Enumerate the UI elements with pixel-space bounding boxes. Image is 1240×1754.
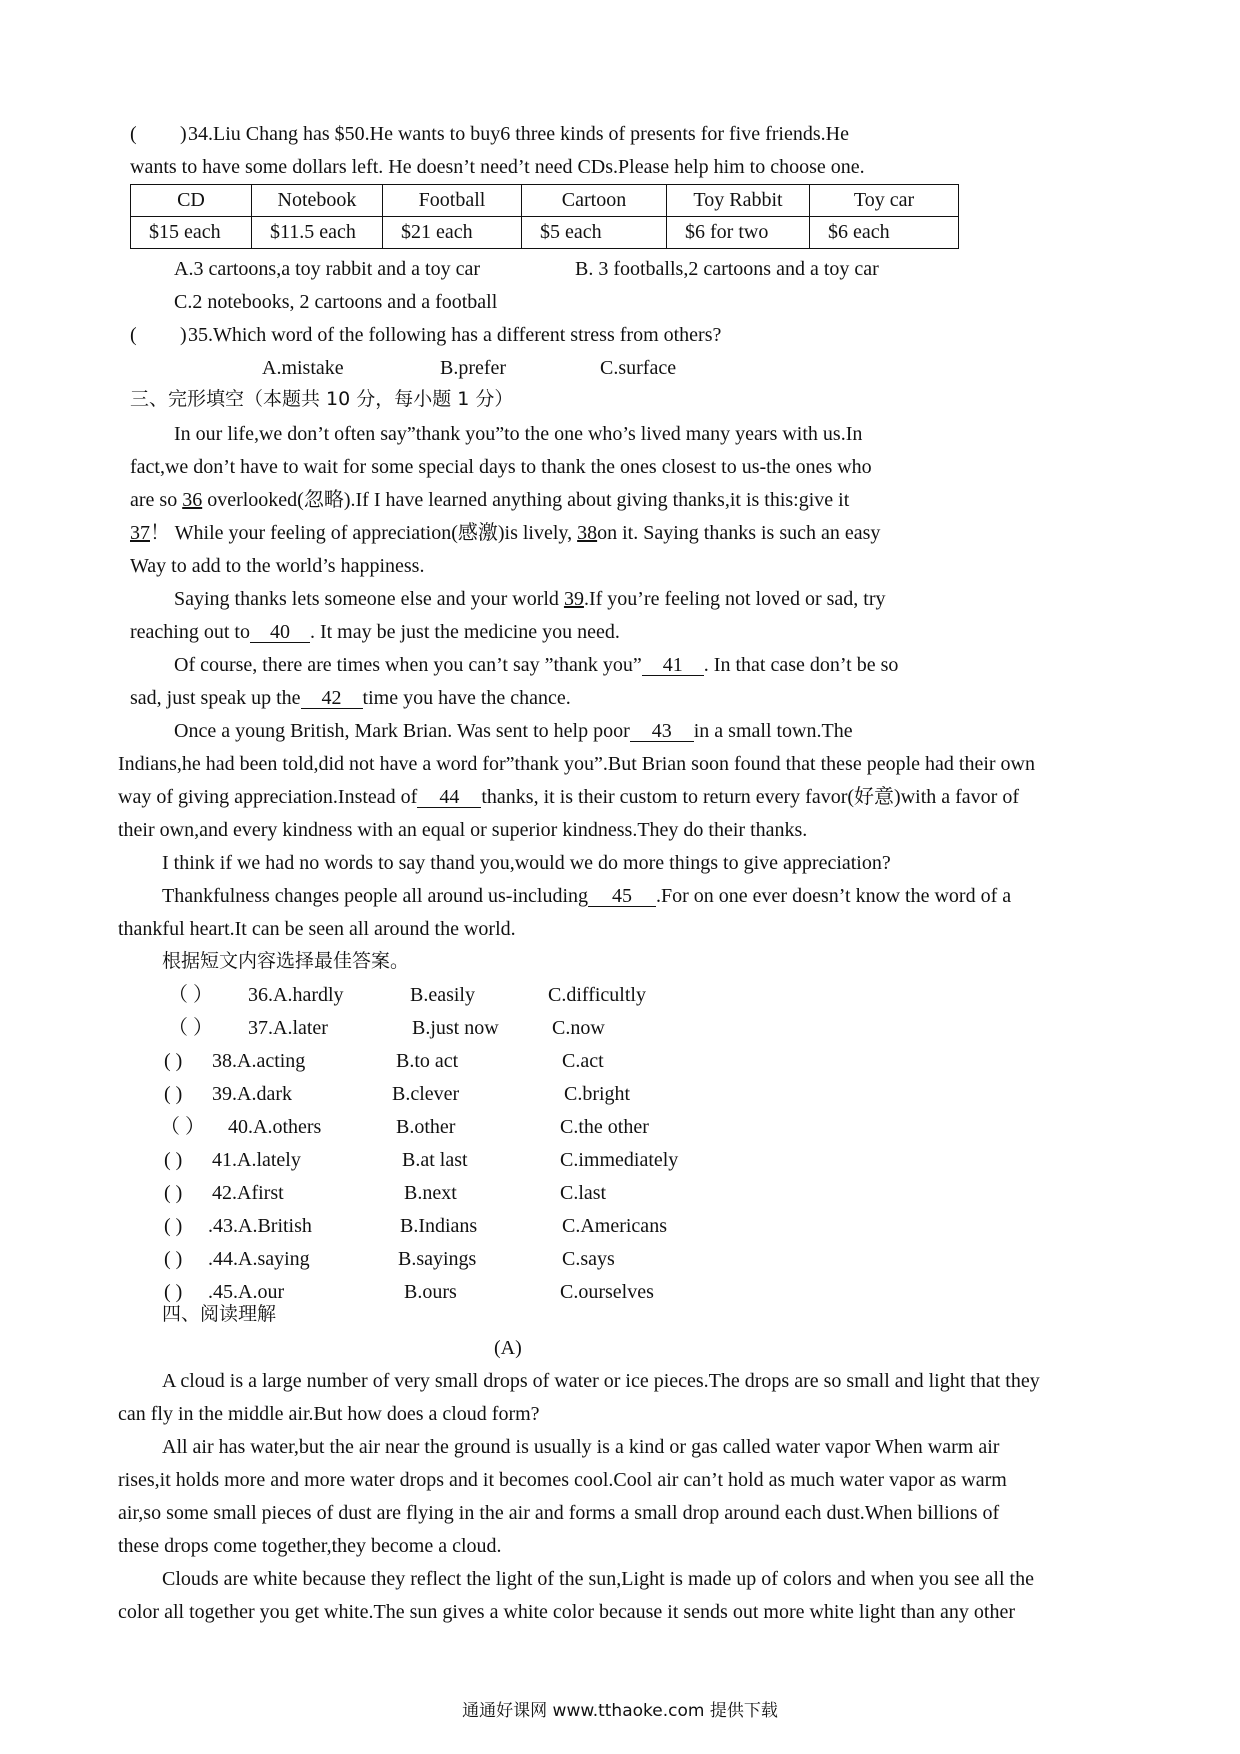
text: Saying thanks lets someone else and your world (174, 588, 564, 610)
blank-41: 41 (642, 655, 704, 676)
q34-option-b: B. 3 footballs,2 cartoons and a toy car (575, 258, 879, 280)
cloze-p4-line2: Indians,he had been told,did not have a word for”thank you”.But Brian soon found that these people had their own (118, 753, 1035, 775)
table-cell: Toy car (810, 185, 959, 217)
cloze-p2-line1 (174, 589, 886, 609)
answer-paren-close: ) (180, 123, 187, 145)
text: in a small town.The (693, 720, 853, 742)
answer-paren: （ ） (160, 1116, 205, 1138)
answer-paren-close: ) (180, 324, 187, 346)
cloze-p3-line2 (130, 688, 571, 709)
blank-45: 45 (588, 886, 656, 907)
option-c: C.says (562, 1248, 615, 1270)
option-c: C.bright (564, 1083, 631, 1105)
cloze-instruction: 根据短文内容选择最佳答案。 (162, 950, 410, 972)
q34-line2: wants to have some dollars left. He doesn’t need’t need CDs.Please help him to choose one. (130, 156, 865, 178)
text: .If you’re feeling not loved or sad, try (583, 588, 886, 610)
blank-37: 37 (130, 522, 150, 544)
blank-40: 40 (250, 622, 310, 643)
table-cell: CD (131, 185, 252, 217)
blank-42: 42 (301, 688, 363, 709)
table-cell: Notebook (252, 185, 383, 217)
answer-paren: ( ) (164, 1248, 183, 1270)
option-a: .43.A.British (208, 1215, 312, 1237)
text: . It may be just the medicine you need. (309, 621, 620, 643)
blank-36: 36 (182, 489, 203, 511)
reading-p2-line4: these drops come together,they become a cloud. (118, 1535, 502, 1557)
option-c: C.act (562, 1050, 604, 1072)
cloze-p3-line1 (174, 655, 898, 676)
option-b: B.sayings (398, 1248, 477, 1270)
table-header-row (131, 185, 959, 217)
cloze-p1-line5: Way to add to the world’s happiness. (130, 555, 425, 577)
cloze-p4-line3 (118, 787, 1019, 808)
blank-38: 38 (577, 522, 598, 544)
q35-option-b: B.prefer (440, 357, 507, 379)
table-cell: Toy Rabbit (667, 185, 810, 217)
cloze-p6-line2: thankful heart.It can be seen all around the world. (118, 918, 516, 940)
cloze-p4-line4: their own,and every kindness with an equal or superior kindness.They do their thanks. (118, 819, 808, 841)
answer-paren-open: ( (130, 324, 137, 346)
blank-43: 43 (630, 721, 694, 742)
option-c: C.last (560, 1182, 607, 1204)
option-b: B.clever (392, 1083, 460, 1105)
option-b: B.to act (396, 1050, 459, 1072)
reading-p2-line1: All air has water,but the air near the ground is usually is a kind or gas called water vapor When warm air (162, 1436, 1000, 1458)
option-c: C.the other (560, 1116, 649, 1138)
cloze-p1-line3 (130, 490, 849, 510)
option-b: B.Indians (400, 1215, 478, 1237)
option-c: C.difficultly (548, 984, 646, 1006)
text: . In that case don’t be so (703, 654, 899, 676)
text: Once a young British, Mark Brian. Was sent to help poor (174, 720, 630, 742)
reading-p3-line2: color all together you get white.The sun gives a white color because it sends out more white light than any other (118, 1601, 1015, 1623)
text: Thankfulness changes people all around us-including (162, 885, 588, 907)
table-cell: $6 for two (667, 217, 810, 249)
option-a: 40.A.others (228, 1116, 322, 1138)
option-a: 41.A.lately (212, 1149, 301, 1171)
q35-text: 35.Which word of the following has a different stress from others? (188, 324, 722, 346)
table-cell: $5 each (522, 217, 667, 249)
cloze-p1-line2: fact,we don’t have to wait for some special days to thank the ones closest to us-the ones who (130, 456, 872, 478)
table-cell: Football (383, 185, 522, 217)
option-c: C.immediately (560, 1149, 679, 1171)
q34-option-a: A.3 cartoons,a toy rabbit and a toy car (174, 258, 481, 280)
text: .For on one ever doesn’t know the word of a (656, 885, 1012, 907)
q34-option-c: C.2 notebooks, 2 cartoons and a football (174, 291, 498, 313)
option-b: B.easily (410, 984, 475, 1006)
q35-option-a: A.mistake (262, 357, 344, 379)
text: ！ While your feeling of appreciation(感激)is lively, (150, 522, 578, 544)
option-b: B.other (396, 1116, 456, 1138)
text: sad, just speak up the (130, 687, 301, 709)
answer-paren: ( ) (164, 1215, 183, 1237)
option-a: 39.A.dark (212, 1083, 292, 1105)
option-a: 38.A.acting (212, 1050, 306, 1072)
text: time you have the chance. (362, 687, 571, 709)
blank-39: 39 (563, 588, 584, 610)
answer-paren: ( ) (164, 1083, 183, 1105)
text: reaching out to (130, 621, 250, 643)
reading-p3-line1: Clouds are white because they reflect the light of the sun,Light is made up of colors and when you see all the (162, 1568, 1034, 1590)
answer-paren: ( ) (164, 1182, 183, 1204)
passage-label: (A) (494, 1337, 522, 1359)
q35-option-c: C.surface (600, 357, 677, 379)
text: Of course, there are times when you can’t say ”thank you” (174, 654, 642, 676)
cloze-p5: I think if we had no words to say thand you,would we do more things to give appreciation? (162, 852, 891, 874)
option-a: 36.A.hardly (248, 984, 344, 1006)
option-a: .45.A.our (208, 1281, 285, 1303)
answer-paren: ( ) (164, 1281, 183, 1303)
option-c: C.ourselves (560, 1281, 654, 1303)
reading-p2-line3: air,so some small pieces of dust are flying in the air and forms a small drop around each dust.When billions of (118, 1502, 1000, 1524)
table-cell: $6 each (810, 217, 959, 249)
text: overlooked(忽略).If I have learned anything about giving thanks,it is this:give it (202, 489, 850, 511)
answer-paren-open: ( (130, 123, 137, 145)
answer-paren: （ ） (168, 984, 213, 1006)
option-a: .44.A.saying (208, 1248, 310, 1270)
text: thanks, it is their custom to return every favor(好意)with a favor of (481, 786, 1019, 808)
text: way of giving appreciation.Instead of (118, 786, 418, 808)
option-b: B.ours (404, 1281, 457, 1303)
table-row (131, 217, 959, 249)
text: are so (130, 489, 183, 511)
text: on it. Saying thanks is such an easy (597, 522, 881, 544)
blank-44: 44 (417, 787, 481, 808)
option-b: B.at last (402, 1149, 468, 1171)
table-cell: $15 each (131, 217, 252, 249)
option-b: B.just now (412, 1017, 499, 1039)
section3-title: 三、完形填空（本题共 10 分，每小题 1 分） (130, 388, 514, 410)
cloze-p6-line1 (162, 886, 1011, 907)
cloze-p2-line2 (130, 622, 620, 643)
cloze-p4-line1 (174, 721, 853, 742)
reading-p2-line2: rises,it holds more and more water drops and it becomes cool.Cool air can’t hold as much water vapor as warm (118, 1469, 1007, 1491)
option-c: C.Americans (562, 1215, 667, 1237)
cloze-p1-line4 (130, 523, 880, 543)
option-a: 37.A.later (248, 1017, 328, 1039)
option-a: 42.Afirst (212, 1182, 284, 1204)
table-cell: $21 each (383, 217, 522, 249)
answer-paren: ( ) (164, 1050, 183, 1072)
price-table (130, 184, 959, 249)
q34-line1: 34.Liu Chang has $50.He wants to buy6 three kinds of presents for five friends.He (188, 123, 849, 145)
table-cell: $11.5 each (252, 217, 383, 249)
answer-paren: （ ） (168, 1017, 213, 1039)
cloze-p1-line1: In our life,we don’t often say”thank you”to the one who’s lived many years with us.In (174, 423, 863, 445)
page-footer: 通通好课网 www.tthaoke.com 提供下载 (462, 1701, 778, 1721)
option-b: B.next (404, 1182, 457, 1204)
reading-p1-line1: A cloud is a large number of very small drops of water or ice pieces.The drops are so small and light that they (162, 1370, 1040, 1392)
answer-paren: ( ) (164, 1149, 183, 1171)
section4-title: 四、阅读理解 (162, 1303, 277, 1325)
reading-p1-line2: can fly in the middle air.But how does a cloud form? (118, 1403, 540, 1425)
option-c: C.now (552, 1017, 605, 1039)
table-cell: Cartoon (522, 185, 667, 217)
